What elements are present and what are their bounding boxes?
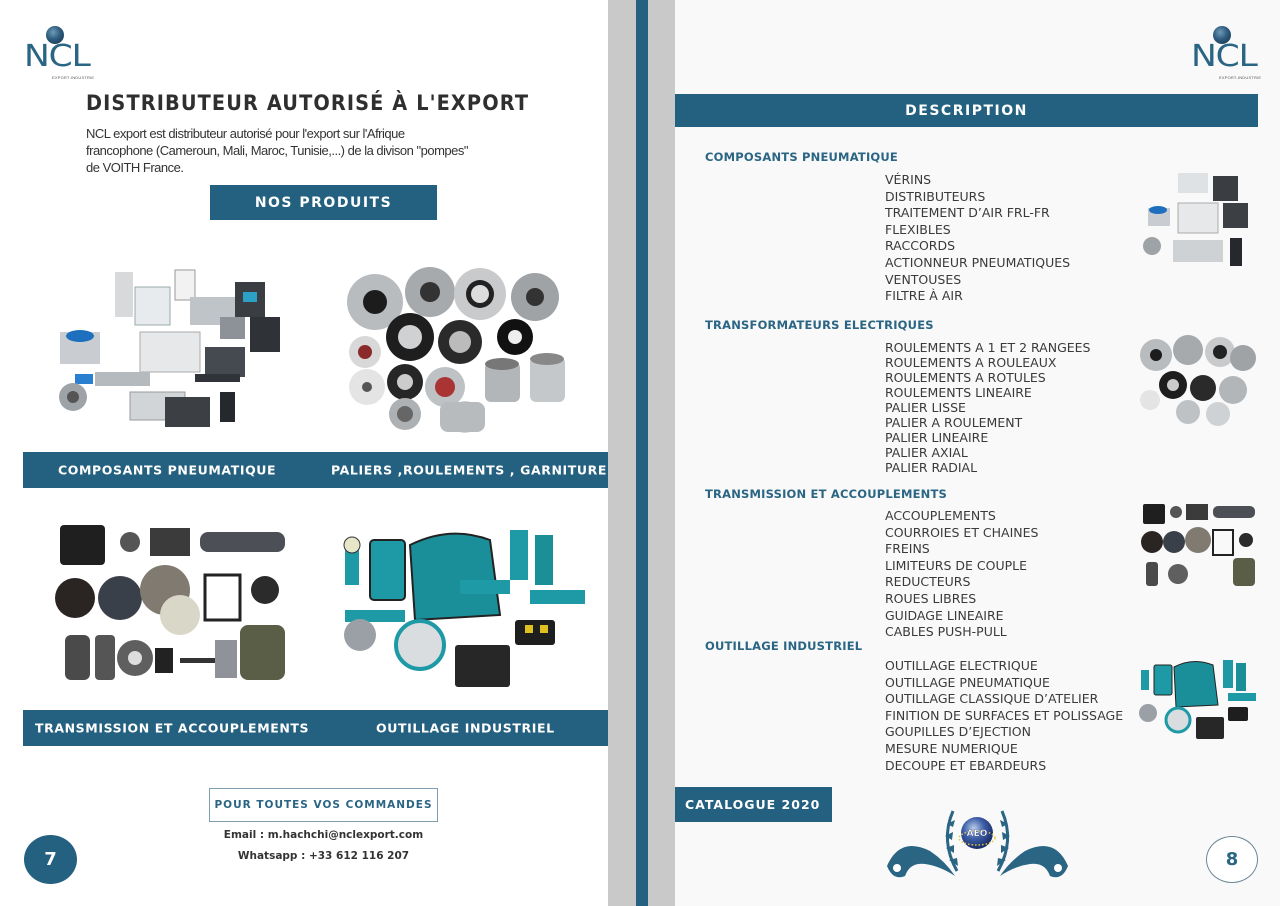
list-item: MESURE NUMERIQUE — [885, 740, 1018, 756]
list-item: PALIER RADIAL — [885, 460, 978, 475]
list-item: FLEXIBLES — [885, 221, 951, 237]
power-tools-image — [340, 520, 590, 692]
list-item: TRAITEMENT D’AIR FRL-FR — [885, 205, 1050, 221]
list-item: PALIER AXIAL — [885, 445, 968, 460]
list-item: COURROIES ET CHAINES — [885, 524, 1039, 540]
list-item: OUTILLAGE ELECTRIQUE — [885, 658, 1038, 673]
list-item: FREINS — [885, 541, 930, 557]
category-label-bearings[interactable]: PALIERS ,ROULEMENTS , GARNITURE — [331, 462, 608, 478]
page-title: DISTRIBUTEUR AUTORISÉ À L'EXPORT — [86, 91, 530, 115]
pneumatic-components-image — [55, 262, 290, 437]
list-item: REDUCTEURS — [885, 574, 971, 590]
list-item: GUIDAGE LINEAIRE — [885, 607, 1004, 623]
list-item: GOUPILLES D’EJECTION — [885, 724, 1031, 740]
catalogue-badge: CATALOGUE 2020 — [675, 787, 832, 822]
product-category-band-2 — [23, 710, 608, 746]
list-item: ACCOUPLEMENTS — [885, 508, 996, 523]
pneumatic-thumbnail — [1138, 168, 1258, 270]
spine-divider — [608, 0, 636, 906]
bearings-thumbnail — [1138, 330, 1258, 430]
transmission-thumbnail — [1138, 500, 1258, 590]
page-number-left: 7 — [24, 835, 77, 884]
category-heading: OUTILLAGE INDUSTRIEL — [705, 639, 863, 653]
spine-accent-bar — [636, 0, 648, 906]
list-item: LIMITEURS DE COUPLE — [885, 557, 1028, 573]
category-label-transmission[interactable]: TRANSMISSION ET ACCOUPLEMENTS — [35, 720, 310, 736]
list-item: ROULEMENTS A ROULEAUX — [885, 355, 1057, 370]
category-label-pneumatic[interactable]: COMPOSANTS PNEUMATIQUE — [58, 462, 277, 478]
intro-paragraph: NCL export est distributeur autorisé pour l'export sur l'Afrique francophone (Cameroun, Mali, Maroc, Tunisie,...) de la divison "pompes" de VOITH France. — [86, 126, 468, 175]
aeo-text: AEO — [966, 829, 988, 839]
contact-whatsapp[interactable]: Whatsapp : +33 612 116 207 — [237, 850, 410, 862]
list-item: OUTILLAGE CLASSIQUE D’ATELIER — [885, 691, 1099, 707]
list-item: ACTIONNEUR PNEUMATIQUES — [885, 254, 1071, 270]
ncl-logo-left: NCL EXPORT-INDUSTRIE — [24, 26, 94, 82]
list-item: ROUES LIBRES — [885, 590, 977, 606]
list-item: CABLES PUSH-PULL — [885, 624, 1007, 640]
category-item-list — [885, 172, 1070, 305]
category-heading: COMPOSANTS PNEUMATIQUE — [705, 150, 898, 164]
aeo-certification-emblem — [885, 806, 1070, 886]
category-heading: TRANSMISSION ET ACCOUPLEMENTS — [705, 487, 948, 501]
list-item: FILTRE À AIR — [885, 288, 963, 304]
list-item: PALIER LISSE — [885, 400, 966, 415]
list-item: VÉRINS — [885, 172, 932, 187]
page-number-right: 8 — [1206, 836, 1258, 883]
list-item: ROULEMENTS LINEAIRE — [885, 385, 1032, 400]
ncl-logo-right: NCL EXPORT-INDUSTRIE — [1191, 26, 1261, 82]
description-header: DESCRIPTION — [675, 94, 1258, 127]
category-label-tools[interactable]: OUTILLAGE INDUSTRIEL — [376, 720, 555, 736]
list-item: DISTRIBUTEURS — [885, 188, 986, 204]
list-item: FINITION DE SURFACES ET POLISSAGE — [885, 707, 1124, 723]
list-item: PALIER A ROULEMENT — [885, 415, 1023, 430]
list-item: RACCORDS — [885, 238, 956, 254]
transmission-parts-image — [55, 520, 290, 690]
list-item: DECOUPE ET EBARDEURS — [885, 757, 1047, 773]
category-item-list — [885, 508, 1038, 641]
product-category-band-1 — [23, 452, 608, 488]
list-item: VENTOUSES — [885, 271, 962, 287]
list-item: OUTILLAGE PNEUMATIQUE — [885, 674, 1050, 690]
category-heading: TRANSFORMATEURS ELECTRIQUES — [705, 318, 934, 332]
products-button[interactable]: NOS PRODUITS — [210, 185, 437, 220]
contact-email[interactable]: Email : m.hachchi@nclexport.com — [223, 829, 424, 841]
tools-thumbnail — [1138, 655, 1258, 745]
category-item-list — [885, 658, 1123, 774]
category-item-list — [885, 340, 1091, 475]
bearings-image — [345, 262, 580, 437]
list-item: PALIER LINEAIRE — [885, 430, 989, 445]
spine-divider — [648, 0, 675, 906]
list-item: ROULEMENTS A 1 ET 2 RANGEES — [885, 340, 1091, 355]
list-item: ROULEMENTS A ROTULES — [885, 370, 1046, 385]
orders-label-box: POUR TOUTES VOS COMMANDES — [209, 788, 438, 822]
